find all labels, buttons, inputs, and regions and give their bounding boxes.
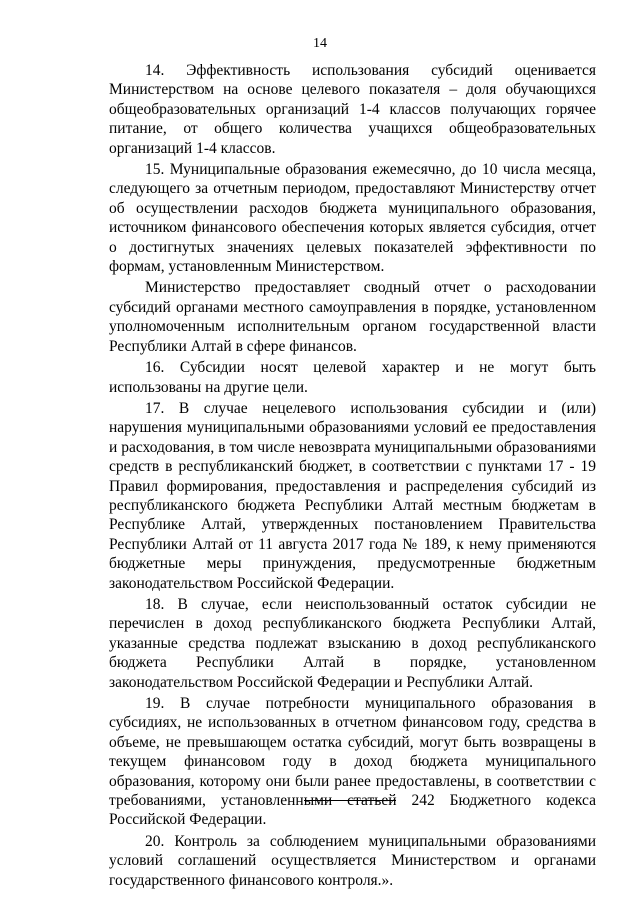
paragraph-20: 20. Контроль за соблюдением муниципальными образованиями условий соглашений осуществляется Министерством и органами государственного финансового контроля.». [109,832,596,889]
paragraph-19: 19. В случае потребности муниципального образования в субсидиях, не использованных в отчетном финансовом году, средства в объеме, не превышающем остатка субсидий, могут быть возвращены в текущем финансовом году в доход бюджета муниципального образования, которому они были ранее предоставлены, в соответствии с требованиями, установленными статьей 242 Бюджетного кодекса Российской Федерации. [109,695,596,829]
end-separator-line [304,800,396,801]
paragraph-16: 16. Субсидии носят целевой характер и не могут быть использованы на другие цели. [109,359,596,396]
paragraph-15-continued: Министерство предоставляет сводный отчет о расходовании субсидий органами местного самоуправления в порядке, установленном уполномоченным исполнительным органом государственной власти Республики Алтай в сфере финансов. [109,279,596,355]
paragraph-18: 18. В случае, если неиспользованный остаток субсидии не перечислен в доход республиканского бюджета Республики Алтай, указанные средства подлежат взысканию в доход республиканского бюджета Республики Алтай в порядке, установленном законодательством Российской Федерации и Республики Алтай. [109,595,596,691]
page-number: 14 [313,36,327,51]
paragraph-17: 17. В случае нецелевого использования субсидии и (или) нарушения муниципальными образованиями условий ее предоставления и расходования, в том числе невозврата муниципальными образованиями средств в республиканский бюджет, в соответствии с пунктами 17 - 19 Правил формирования, предоставления и распределения субсидий из республиканского бюджета Республики Алтай местным бюджетам в Республике Алтай, утвержденных постановлением Правительства Республики Алтай от 11 августа 2017 года № 189, к нему применяются бюджетные меры принуждения, предусмотренные бюджетным законодательством Российской Федерации. [109,399,596,592]
paragraph-14: 14. Эффективность использования субсидий оценивается Министерством на основе целевого показателя – доля обучающихся общеобразовательных организаций 1-4 классов получающих горячее питание, от общего количества учащихся общеобразовательных организаций 1-4 классов. [109,62,596,157]
paragraph-15: 15. Муниципальные образования ежемесячно, до 10 числа месяца, следующего за отчетным периодом, предоставляют Министерству отчет об осуществлении расходов бюджета муниципального образования, источником финансового обеспечения которых является субсидия, отчет о достигнутых значениях целевых показателей эффективности по формам, установленным Министерством. [109,161,596,276]
document-body [109,61,596,890]
